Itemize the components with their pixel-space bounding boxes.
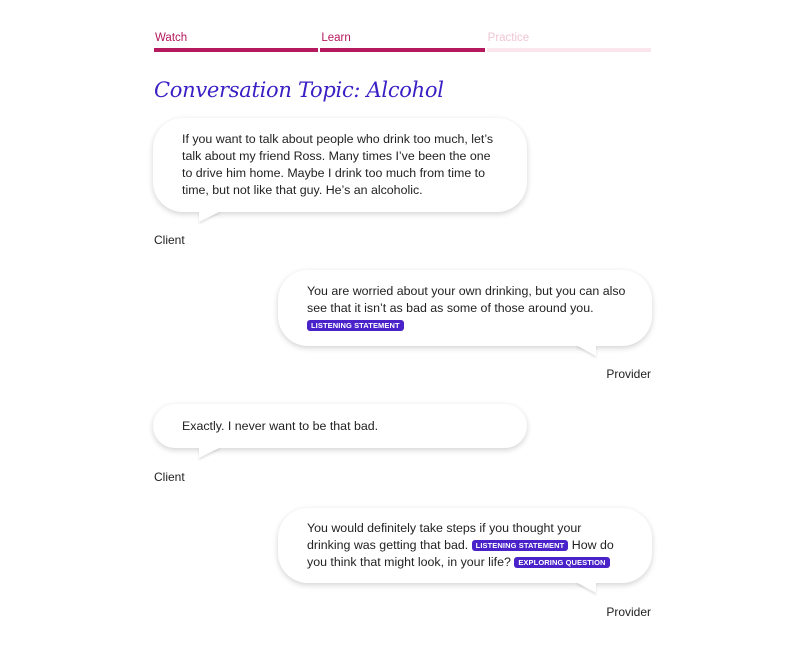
step-bar	[154, 48, 318, 52]
message-bubble-provider	[278, 508, 652, 583]
speaker-label: Client	[154, 233, 185, 247]
step-label: Watch	[155, 32, 188, 44]
message-text: You would definitely take steps if you thought your drinking was getting that bad.	[307, 521, 582, 552]
progress-steps	[154, 31, 651, 52]
step-watch[interactable]	[154, 31, 318, 52]
bubble-tail	[199, 447, 221, 458]
message-text: If you want to talk about people who drink too much, let’s talk about my friend Ross. Many times I’ve been the one to drive him home. Maybe I drink too much from time to time, but not like that guy. He’s an alcoholic.	[182, 132, 494, 197]
message-bubble-client	[153, 118, 527, 212]
step-label: Practice	[487, 32, 530, 44]
step-practice[interactable]	[487, 31, 651, 52]
tag-badge: EXPLORING QUESTION	[514, 557, 609, 568]
message-text: Exactly. I never want to be that bad.	[182, 418, 379, 433]
speaker-label: Provider	[606, 367, 651, 381]
speaker-label: Provider	[606, 605, 651, 619]
message-text: You are worried about your own drinking, but you can also see that it isn’t as bad as some of those around you.	[307, 283, 626, 315]
message-bubble-client	[153, 404, 527, 448]
message-text: How do you think that might look, in your life?	[307, 538, 614, 569]
bubble-tail	[576, 345, 596, 356]
step-bar	[320, 48, 484, 52]
step-label: Learn	[321, 32, 351, 44]
message-bubble-provider	[278, 270, 652, 346]
step-bar	[487, 48, 651, 52]
page-title: Conversation Topic: Alcohol	[154, 78, 444, 102]
bubble-tail	[199, 211, 221, 222]
bubble-tail	[576, 582, 596, 593]
speaker-label: Client	[154, 470, 185, 484]
tag-badge: LISTENING STATEMENT	[307, 320, 404, 331]
step-learn[interactable]	[320, 31, 484, 52]
tag-badge: LISTENING STATEMENT	[472, 540, 569, 551]
